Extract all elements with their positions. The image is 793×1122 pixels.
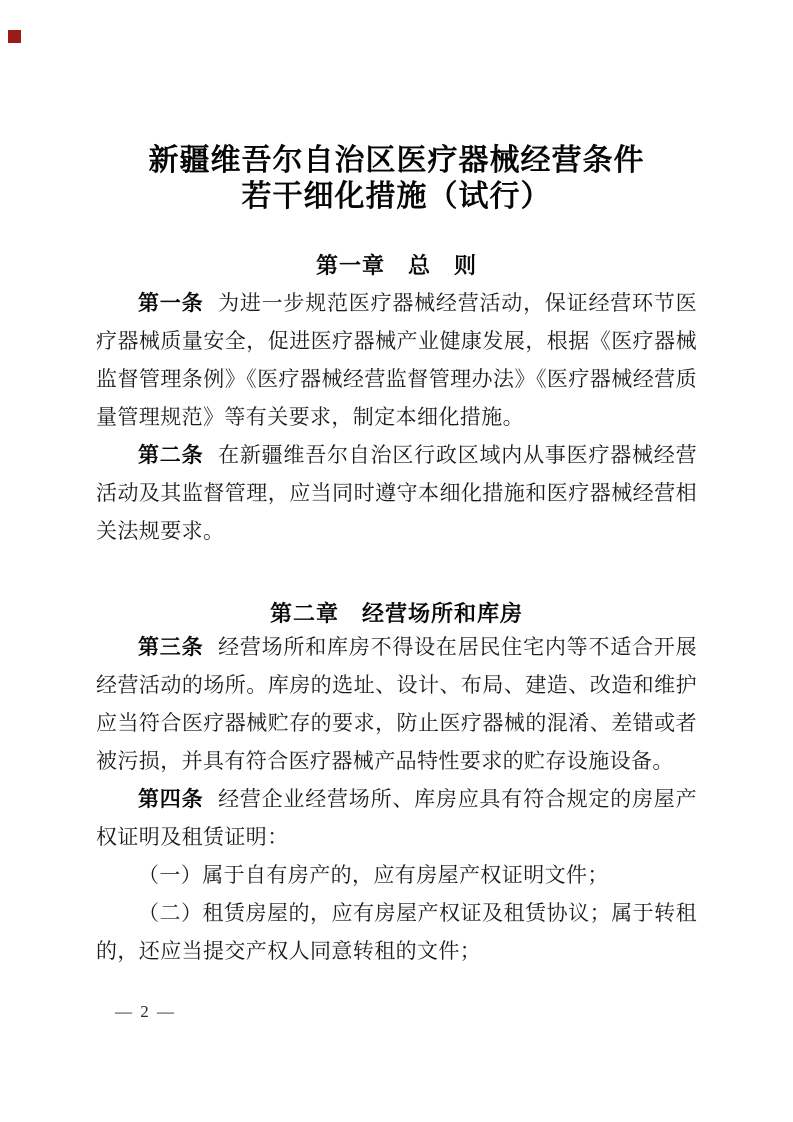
chapter-1-heading: 第一章 总 则 bbox=[315, 253, 477, 278]
article-4-text: 经营企业经营场所、库房应具有符合规定的房屋产权证明及租赁证明： bbox=[96, 787, 697, 849]
article-3-text: 经营场所和库房不得设在居民住宅内等不适合开展经营活动的场所。库房的选址、设计、布局、建造、改造和维护应当符合医疗器械贮存的要求，防止医疗器械的混淆、差错或者被污损，并具有符合医疗器械产品特性要求的贮存设施设备。 bbox=[96, 635, 697, 773]
article-2 bbox=[96, 436, 697, 550]
document-title bbox=[96, 143, 697, 215]
article-3-term: 第三条 bbox=[138, 635, 204, 659]
article-1 bbox=[96, 284, 697, 436]
chapter-2-body bbox=[96, 628, 697, 970]
article-4 bbox=[96, 780, 697, 856]
document-title-line-1: 新疆维吾尔自治区医疗器械经营条件 bbox=[148, 144, 645, 177]
page-number: — 2 — bbox=[115, 1002, 176, 1021]
article-4-term: 第四条 bbox=[138, 787, 204, 811]
article-1-text: 为进一步规范医疗器械经营活动，保证经营环节医疗器械质量安全，促进医疗器械产业健康发展，根据《医疗器械监督管理条例》《医疗器械经营监督管理办法》《医疗器械经营质量管理规范》等有关要求，制定本细化措施。 bbox=[96, 291, 697, 429]
chapter-2-heading: 第二章 经营场所和库房 bbox=[269, 601, 523, 626]
article-2-text: 在新疆维吾尔自治区行政区域内从事医疗器械经营活动及其监督管理，应当同时遵守本细化措施和医疗器械经营相关法规要求。 bbox=[96, 443, 697, 543]
article-4-item-1: （一）属于自有房产的，应有房屋产权证明文件； bbox=[138, 863, 609, 887]
article-3 bbox=[96, 628, 697, 780]
chapter-1-body bbox=[96, 284, 697, 550]
article-2-term: 第二条 bbox=[138, 443, 204, 467]
article-1-term: 第一条 bbox=[138, 291, 204, 315]
article-4-item-2: （二）租赁房屋的，应有房屋产权证及租赁协议；属于转租的，还应当提交产权人同意转租的文件； bbox=[96, 901, 697, 963]
document-title-line-2: 若干细化措施（试行） bbox=[241, 180, 552, 213]
red-stamp-mark bbox=[8, 30, 21, 43]
